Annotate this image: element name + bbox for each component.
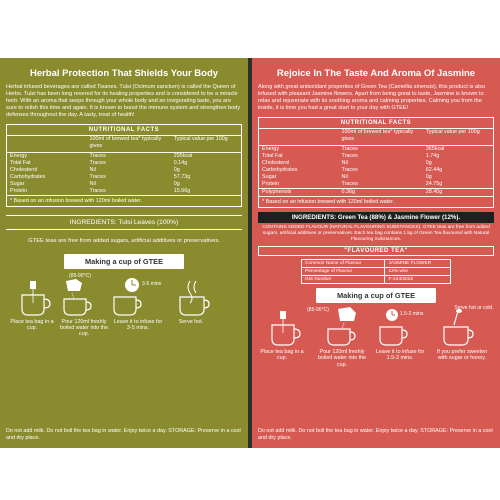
table-row: Common Name of Flavour JASMINE FLOWER (302, 260, 451, 268)
right-step-3: Leave it to infuse for 1.5-2 mins. (375, 349, 425, 362)
left-temp-label: (85-90°C) (69, 272, 91, 279)
table-row: Percentage of Flavour 12% w/w (302, 268, 451, 276)
left-panel (0, 58, 248, 448)
left-nutrition-header: NUTRITIONAL FACTS (7, 125, 241, 136)
left-nutrition-footnote: * Based on an infusion brewed with 120ml boiled water. (7, 195, 241, 206)
left-time-label: 3-5 mins (142, 280, 162, 287)
left-free-from: GTEE teas are free from added sugars, artificial additives or preservatives. (28, 238, 220, 244)
right-description: Along with great antioxidant properties of Green Tea (Camellia sinensis), this product is also infused with pleasant Jasmine flowers. Apart from being great to taste, Jasmine is known to relax and rejuvenate with its soothing aroma and calming properties. Calming you from the inside, it is time you had a great start to your day with GTEE! (258, 84, 486, 111)
left-steps (6, 273, 242, 349)
right-steps (258, 305, 494, 375)
table-row: Carbohydrates Traces 62.44g (262, 167, 443, 173)
left-steps-illustration (6, 273, 242, 317)
right-nutrition-header: NUTRITIONAL FACTS (259, 118, 493, 129)
right-making-title: Making a cup of GTEE (316, 288, 436, 303)
tea-cup-icon (64, 299, 91, 315)
right-nutrition-footnote: * Based on an infusion brewed with 120ml boiled water. (259, 196, 493, 207)
right-nutri-col1: 100ml of brewed tea* typically gives (339, 129, 423, 146)
table-row: Carbohydrates Traces 57.73g (10, 174, 191, 180)
left-nutrition-table (6, 124, 242, 207)
kettle-icon (66, 279, 82, 299)
right-time-label: 1.5-2 mins (400, 311, 424, 317)
tea-cup-icon (114, 297, 141, 315)
right-step-4: If you prefer sweeten with sugar or honey. (436, 349, 488, 362)
steam-icon (188, 281, 196, 303)
table-row: Sugar Nil 0g (262, 174, 432, 180)
table-row: INS Number F-244/2015 (302, 276, 451, 284)
left-step-3: Leave it to infuse for 3-5 mins. (113, 318, 163, 331)
left-ingredients: INGREDIENTS: Tulsi Leaves (100%) (6, 215, 242, 230)
left-storage: Do not add milk. Do not boil the tea bag in water. Enjoy twice a day. STORAGE: Preserve in a cool and dry place. (6, 428, 241, 441)
left-title: Herbal Protection That Shields Your Body (29, 68, 219, 79)
right-panel (252, 58, 500, 448)
table-row: Energy Traces 365kcal (262, 146, 445, 152)
table-row: Protein Traces 15.66g (10, 188, 191, 194)
table-row: Total Fat Traces 1.74g (262, 153, 440, 159)
right-serve-label: Serve hot or cold. (454, 305, 494, 311)
right-contains: CONTAINS ADDED FLAVOUR (NATURAL FLAVOURING SUBSTANCES). GTEE teas are free from added sugars, artificial additives or preservatives. Each tea bag contains 1.5g of Green Tea flavoured with Natural Flavouring Substances. (262, 225, 490, 242)
tea-cup-icon (272, 311, 300, 345)
table-row: Energy Traces 295kcal (10, 153, 193, 159)
clock-icon (125, 278, 139, 292)
left-nutri-col2: Typical value per 100g (171, 136, 241, 153)
left-step-2: Pour 120ml freshly boiled water into the cup. (59, 318, 109, 338)
right-step-1: Place tea bag in a cup. (260, 349, 304, 362)
left-making-title: Making a cup of GTEE (64, 254, 184, 269)
left-description: Herbal infused beverages are called Tisanes. Tulsi (Ocimum sanctum) is called the Queen of Herbs. Tulsi has been long revered for its healing properties and is considered to be a miracle herb. With an aroma that seeps through your whole body and an invigorating taste, you are sure to relish this time and again. It is known to boost the immune system and strengthen body defenses throughout the day. A tasty, treat of health! (6, 84, 241, 118)
left-nutri-col1: 100ml of brewed tea* typically gives (87, 136, 171, 153)
tea-cup-icon (444, 327, 473, 345)
right-nutri-col2: Typical value per 100g (423, 129, 493, 146)
table-row: Protein Traces 24.75g (262, 181, 443, 187)
right-flavour-table (301, 259, 451, 284)
right-storage: Do not add milk. Do not boil the tea bag in water. Enjoy twice a day. STORAGE: Preserve in a cool and dry place. (258, 428, 493, 441)
tea-cup-icon (180, 297, 209, 315)
left-step-4: Serve hot. (178, 318, 204, 325)
right-title: Rejoice In The Taste And Aroma Of Jasmine (276, 68, 476, 79)
right-ingredients: INGREDIENTS: Green Tea (88%) & Jasmine Flower (12%). (258, 212, 494, 223)
right-step-2: Pour 120ml freshly boiled water into the cup. (317, 349, 367, 368)
table-row: Cholesterol Nil 0g (262, 160, 432, 166)
clock-icon (386, 309, 398, 321)
right-temp-label: (85-90°C) (307, 307, 329, 313)
table-row: Polyphenols 0.36g 28.40g (259, 189, 493, 197)
table-row: Sugar Nil 0g (10, 181, 180, 187)
right-flavoured-header: "FLAVOURED TEA" (258, 246, 494, 256)
tea-cup-icon (22, 281, 50, 315)
table-row: Cholesterol Nil 0g (10, 167, 180, 173)
kettle-icon (338, 307, 356, 329)
tea-cup-icon (380, 327, 407, 345)
table-row: Total Fat Traces 0.14g (10, 160, 188, 166)
right-nutrition-table (258, 117, 494, 208)
tea-cup-icon (328, 329, 355, 345)
left-step-1: Place tea bag in a cup. (10, 318, 54, 331)
